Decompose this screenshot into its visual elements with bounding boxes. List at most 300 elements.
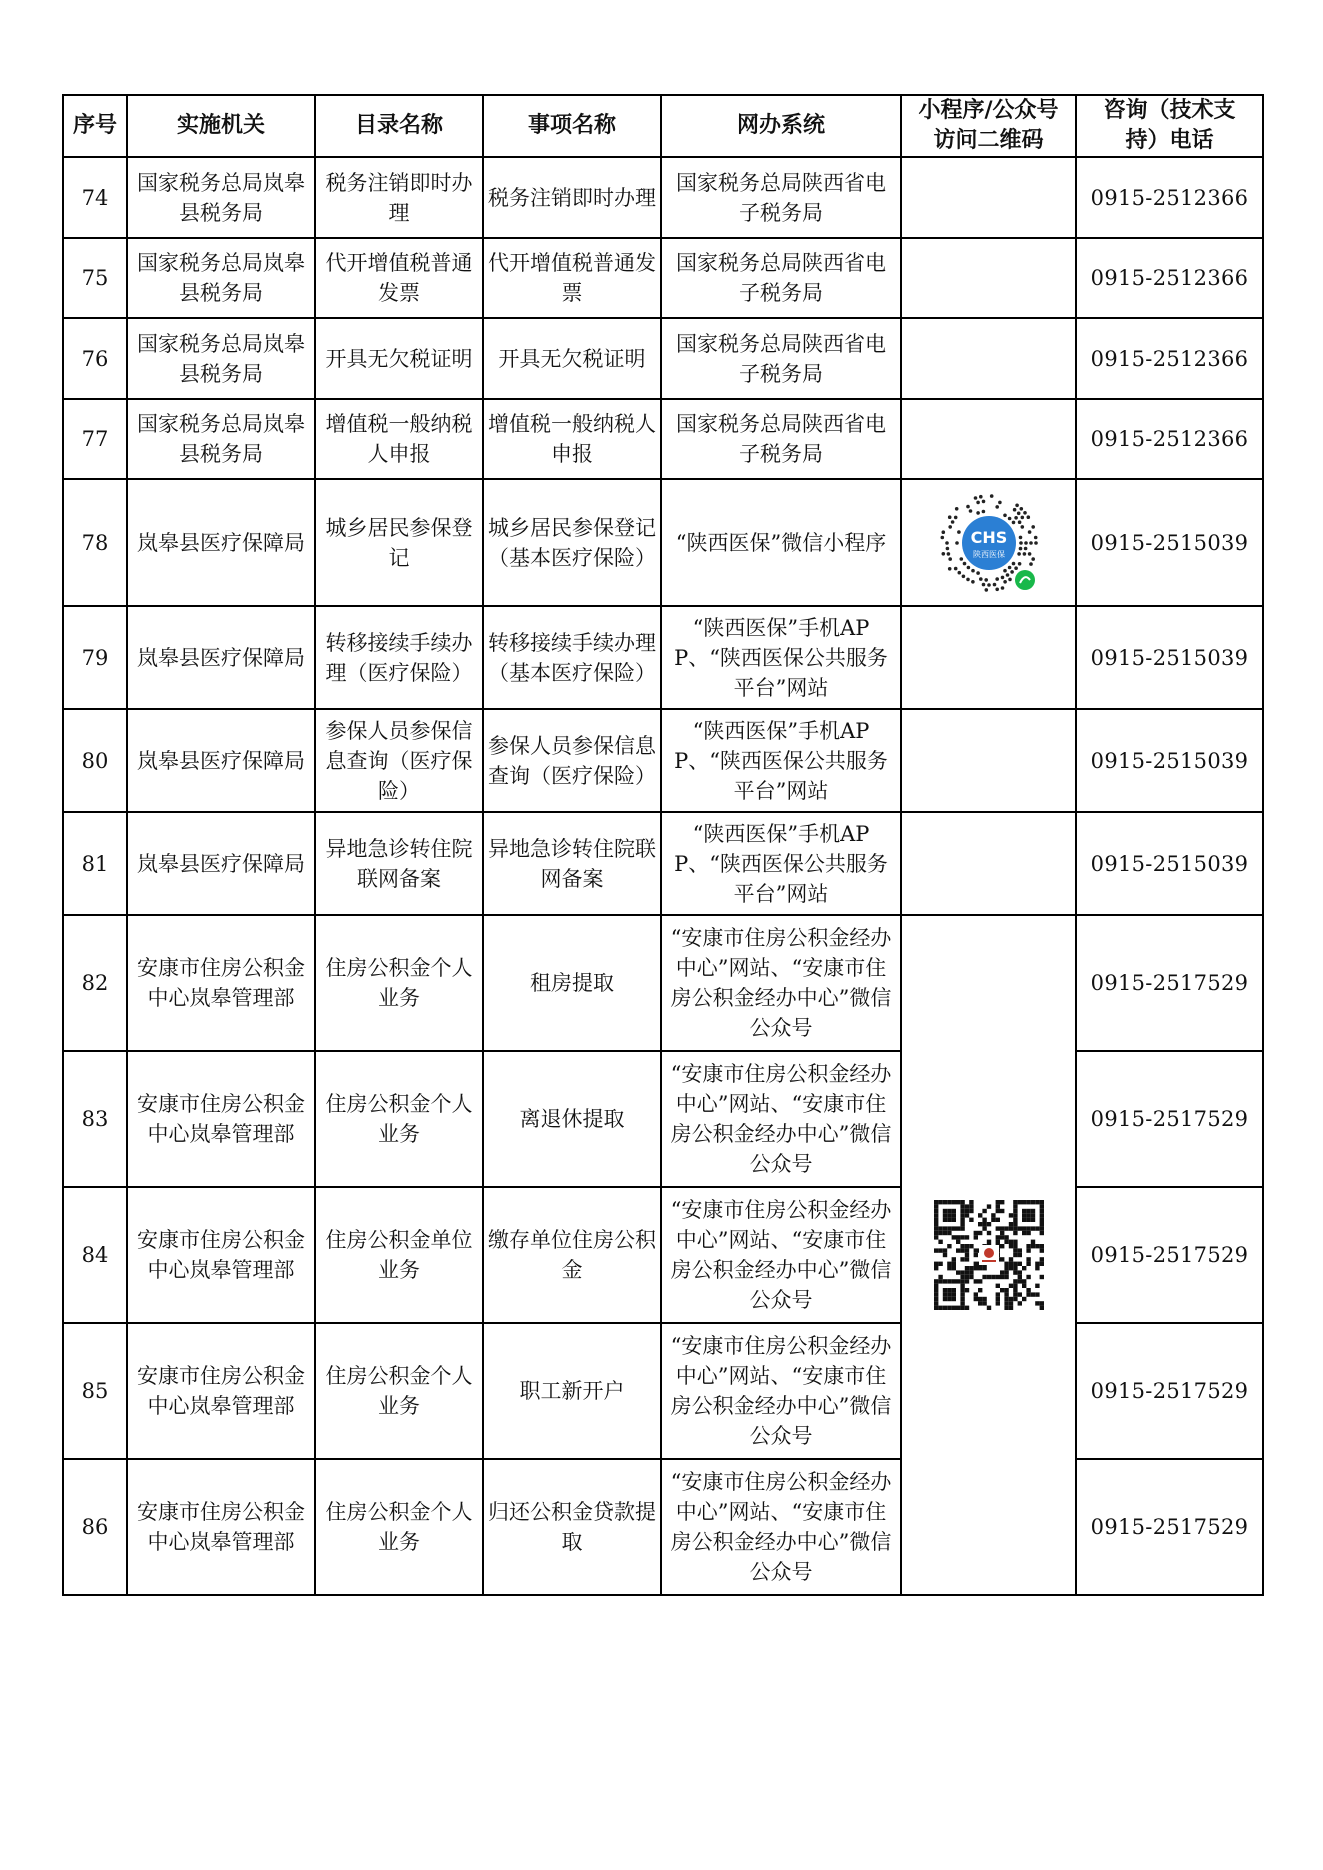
qr-module (973, 1235, 977, 1239)
qr-module (1008, 1306, 1012, 1310)
qr-module (942, 1218, 946, 1222)
mp-code-dot (1008, 577, 1012, 581)
cell-qr-empty (901, 318, 1076, 399)
table-row (63, 812, 1263, 915)
qr-module (934, 1231, 938, 1235)
qr-module (1000, 1288, 1004, 1292)
qr-module (995, 1209, 999, 1213)
qr-module (1000, 1231, 1004, 1235)
qr-module (1039, 1248, 1043, 1252)
qr-module (982, 1226, 986, 1230)
cell-seq: 81 (63, 812, 127, 915)
qr-module (1004, 1262, 1008, 1266)
qr-module (1022, 1209, 1026, 1213)
mp-code-dot (1029, 562, 1033, 566)
qr-module (1035, 1284, 1039, 1288)
qr-module (1008, 1262, 1012, 1266)
cell-catalog: 代开增值税普通发票 (315, 238, 483, 318)
qr-module (1026, 1244, 1030, 1248)
header-system: 网办系统 (661, 95, 901, 157)
qr-module (995, 1275, 999, 1279)
qr-module (986, 1240, 990, 1244)
cell-catalog: 异地急诊转住院联网备案 (315, 812, 483, 915)
qr-module (964, 1279, 968, 1283)
mp-code-dot (961, 574, 965, 578)
qr-module (942, 1279, 946, 1283)
mp-code-dot (966, 504, 970, 508)
qr-module (1004, 1288, 1008, 1292)
qr-module (1017, 1226, 1021, 1230)
cell-qr-empty (901, 157, 1076, 238)
mp-code-dot (1031, 525, 1035, 529)
cell-agency: 安康市住房公积金中心岚皋管理部 (127, 1459, 315, 1595)
table-row (63, 479, 1263, 606)
cell-item: 增值税一般纳税人申报 (483, 399, 661, 479)
mp-code-dot (1026, 515, 1030, 519)
qr-module (1030, 1213, 1034, 1217)
qr-module (969, 1266, 973, 1270)
qr-module (1013, 1270, 1017, 1274)
qr-module (1030, 1240, 1034, 1244)
qr-module (934, 1209, 938, 1213)
mp-code-dot (941, 530, 945, 534)
qr-module (951, 1235, 955, 1239)
qr-module (1013, 1248, 1017, 1252)
mp-code-dot (989, 494, 993, 498)
qr-module (947, 1226, 951, 1230)
mp-code-dot (979, 494, 983, 498)
cell-agency: 国家税务总局岚皋县税务局 (127, 318, 315, 399)
mp-code-dot (947, 567, 951, 571)
qr-module (1008, 1266, 1012, 1270)
qr-module (986, 1306, 990, 1310)
qr-module (1013, 1297, 1017, 1301)
qr-module (947, 1288, 951, 1292)
qr-module (978, 1213, 982, 1217)
header-agency: 实施机关 (127, 95, 315, 157)
cell-item: 税务注销即时办理 (483, 157, 661, 238)
mp-code-dot (984, 578, 988, 582)
mp-code-dot (1027, 552, 1031, 556)
cell-item: 缴存单位住房公积金 (483, 1187, 661, 1323)
qr-module (1035, 1200, 1039, 1204)
qr-module (1030, 1244, 1034, 1248)
qr-module (947, 1231, 951, 1235)
qr-module (1013, 1213, 1017, 1217)
cell-catalog: 参保人员参保信息查询（医疗保险） (315, 709, 483, 812)
qr-module (934, 1297, 938, 1301)
cell-phone: 0915-2515039 (1076, 812, 1263, 915)
cell-catalog: 住房公积金个人业务 (315, 1323, 483, 1459)
qr-module (1017, 1301, 1021, 1305)
mp-code-dot (941, 552, 945, 556)
mp-code-dot (1018, 546, 1022, 550)
qr-module (1035, 1266, 1039, 1270)
qr-module (973, 1262, 977, 1266)
qr-module (960, 1209, 964, 1213)
mp-code-dot (992, 582, 996, 586)
mp-code-dot (1012, 507, 1016, 511)
qr-module (951, 1292, 955, 1296)
mp-code-dot (1020, 515, 1024, 519)
mp-code-dot (1024, 541, 1028, 545)
qr-module (1035, 1226, 1039, 1230)
qr-module (934, 1306, 938, 1310)
mp-code-dot (1000, 586, 1004, 590)
cell-seq: 76 (63, 318, 127, 399)
mp-code-dot (1007, 565, 1011, 569)
qr-module (995, 1200, 999, 1204)
qr-module (1000, 1200, 1004, 1204)
qr-module (960, 1200, 964, 1204)
mp-code-dot (979, 577, 983, 581)
qr-module (1039, 1301, 1043, 1305)
qr-module (947, 1266, 951, 1270)
qr-module (942, 1306, 946, 1310)
qr-module (964, 1248, 968, 1252)
cell-catalog: 住房公积金个人业务 (315, 915, 483, 1051)
cell-system: 国家税务总局陕西省电子税务局 (661, 399, 901, 479)
qr-module (1013, 1240, 1017, 1244)
cell-agency: 岚皋县医疗保障局 (127, 709, 315, 812)
qr-module (964, 1288, 968, 1292)
qr-module (1022, 1266, 1026, 1270)
table-row (63, 1051, 1263, 1187)
qr-module (1039, 1204, 1043, 1208)
cell-item: 职工新开户 (483, 1323, 661, 1459)
qr-module (991, 1218, 995, 1222)
qr-module (964, 1235, 968, 1239)
qr-module (1022, 1213, 1026, 1217)
cell-system: 国家税务总局陕西省电子税务局 (661, 157, 901, 238)
mp-code-dot (981, 499, 985, 503)
qr-module (973, 1248, 977, 1252)
mp-code-dot (953, 515, 957, 519)
qr-module (1013, 1253, 1017, 1257)
qr-module (934, 1288, 938, 1292)
qr-module (1039, 1213, 1043, 1217)
qr-module (978, 1301, 982, 1305)
qr-module (942, 1226, 946, 1230)
qr-module (1008, 1240, 1012, 1244)
cell-system: 国家税务总局陕西省电子税务局 (661, 318, 901, 399)
qr-module (1008, 1244, 1012, 1248)
qr-module (1026, 1292, 1030, 1296)
cell-seq: 75 (63, 238, 127, 318)
cell-phone: 0915-2517529 (1076, 1187, 1263, 1323)
qr-module (1004, 1297, 1008, 1301)
mp-code-dot (971, 580, 975, 584)
cell-item: 代开增值税普通发票 (483, 238, 661, 318)
table-row (63, 318, 1263, 399)
qr-module (995, 1226, 999, 1230)
cell-system: “安康市住房公积金经办中心”网站、“安康市住房公积金经办中心”微信公众号 (661, 1323, 901, 1459)
mp-code-dot (968, 509, 972, 513)
mp-code-dot (981, 509, 985, 513)
qr-module (1004, 1292, 1008, 1296)
qr-module (951, 1266, 955, 1270)
qr-module (938, 1275, 942, 1279)
qr-module (964, 1213, 968, 1217)
mp-code-dot (1005, 573, 1009, 577)
cell-item: 转移接续手续办理（基本医疗保险） (483, 606, 661, 709)
qr-module (934, 1213, 938, 1217)
qr-module (1004, 1266, 1008, 1270)
qr-module (1013, 1266, 1017, 1270)
qr-module (934, 1266, 938, 1270)
qr-module (1013, 1288, 1017, 1292)
qr-module (1013, 1222, 1017, 1226)
cell-qr-empty (901, 606, 1076, 709)
mp-code-dot (959, 557, 963, 561)
cell-qr-housing (901, 915, 1076, 1595)
qr-module (1026, 1288, 1030, 1292)
qr-module (1017, 1248, 1021, 1252)
qr-module (947, 1306, 951, 1310)
qr-module (1008, 1257, 1012, 1261)
qr-module (1000, 1235, 1004, 1239)
qr-module (951, 1200, 955, 1204)
qr-module (1017, 1270, 1021, 1274)
qr-module (938, 1200, 942, 1204)
cell-phone: 0915-2517529 (1076, 1459, 1263, 1595)
qr-module (964, 1244, 968, 1248)
cell-phone: 0915-2515039 (1076, 606, 1263, 709)
cell-seq: 83 (63, 1051, 127, 1187)
mp-code-dot (1031, 557, 1035, 561)
qr-module (956, 1279, 960, 1283)
qr-module (969, 1200, 973, 1204)
qr-module (956, 1200, 960, 1204)
qr-module (960, 1292, 964, 1296)
qr-module (1026, 1262, 1030, 1266)
cell-catalog: 税务注销即时办理 (315, 157, 483, 238)
qr-module (1022, 1279, 1026, 1283)
cell-agency: 安康市住房公积金中心岚皋管理部 (127, 1051, 315, 1187)
qr-module (1030, 1218, 1034, 1222)
qr-module (1022, 1200, 1026, 1204)
qr-module (938, 1240, 942, 1244)
qr-module (951, 1218, 955, 1222)
cell-system: 国家税务总局陕西省电子税务局 (661, 238, 901, 318)
cell-catalog: 增值税一般纳税人申报 (315, 399, 483, 479)
mp-code-dot (976, 500, 980, 504)
qr-module (934, 1204, 938, 1208)
qr-module (1013, 1284, 1017, 1288)
qr-module (947, 1209, 951, 1213)
qr-module (982, 1297, 986, 1301)
qr-module (986, 1231, 990, 1235)
cell-phone: 0915-2517529 (1076, 915, 1263, 1051)
qr-module (947, 1218, 951, 1222)
qr-module (995, 1284, 999, 1288)
table-row (63, 1187, 1263, 1323)
qr-module (978, 1266, 982, 1270)
table-row (63, 157, 1263, 238)
qr-module (1017, 1279, 1021, 1283)
qr-module (1004, 1226, 1008, 1230)
cell-system: “安康市住房公积金经办中心”网站、“安康市住房公积金经办中心”微信公众号 (661, 1187, 901, 1323)
header-row (63, 95, 1263, 157)
qr-module (1022, 1218, 1026, 1222)
qr-module (973, 1253, 977, 1257)
qr-module (1035, 1262, 1039, 1266)
qr-code-icon[interactable] (927, 1197, 1051, 1313)
mp-code-dot (1010, 570, 1014, 574)
qr-module (995, 1301, 999, 1305)
qr-module (982, 1266, 986, 1270)
mp-code-dot (1020, 525, 1024, 529)
mp-code-dot (966, 577, 970, 581)
header-qr-line2: 访问二维码 (933, 128, 1044, 153)
cell-catalog: 住房公积金个人业务 (315, 1051, 483, 1187)
qr-module (1039, 1244, 1043, 1248)
cell-system: “陕西医保”手机APP、“陕西医保公共服务平台”网站 (661, 812, 901, 915)
qr-module (1004, 1235, 1008, 1239)
mp-code-dot (945, 541, 949, 545)
qr-module (951, 1209, 955, 1213)
cell-system: “安康市住房公积金经办中心”网站、“安康市住房公积金经办中心”微信公众号 (661, 915, 901, 1051)
cell-phone: 0915-2515039 (1076, 709, 1263, 812)
mp-code-dot (1017, 562, 1021, 566)
cell-system: “陕西医保”微信小程序 (661, 479, 901, 606)
qr-module (1026, 1226, 1030, 1230)
qr-module (973, 1279, 977, 1283)
qr-module (956, 1306, 960, 1310)
qr-module (951, 1257, 955, 1261)
qr-module (960, 1284, 964, 1288)
qr-module (964, 1266, 968, 1270)
mp-code-dot (955, 541, 959, 545)
qr-module (951, 1226, 955, 1230)
qr-module (1030, 1226, 1034, 1230)
qr-module (1013, 1244, 1017, 1248)
chs-logo-text: CHS (970, 527, 1007, 547)
cell-seq: 79 (63, 606, 127, 709)
cell-qr-empty (901, 399, 1076, 479)
table-row (63, 399, 1263, 479)
qr-module (1000, 1226, 1004, 1230)
table-row (63, 709, 1263, 812)
qr-module (1000, 1275, 1004, 1279)
qr-module (1026, 1213, 1030, 1217)
mp-code-dot (995, 577, 999, 581)
qr-module (978, 1231, 982, 1235)
mp-code-dot (1000, 575, 1004, 579)
mp-code-dot (1016, 511, 1020, 515)
cell-system: “安康市住房公积金经办中心”网站、“安康市住房公积金经办中心”微信公众号 (661, 1051, 901, 1187)
qr-module (942, 1200, 946, 1204)
qr-module (1035, 1301, 1039, 1305)
qr-module (978, 1288, 982, 1292)
mp-code-dot (987, 583, 991, 587)
mp-code-dot (1017, 520, 1021, 524)
cell-qr-medical (901, 479, 1076, 606)
qr-module (986, 1222, 990, 1226)
qr-module (938, 1248, 942, 1252)
cell-seq: 78 (63, 479, 127, 606)
qr-module (942, 1288, 946, 1292)
cell-phone: 0915-2515039 (1076, 479, 1263, 606)
qr-module (960, 1244, 964, 1248)
qr-module (951, 1262, 955, 1266)
qr-module (1022, 1226, 1026, 1230)
cell-qr-empty (901, 709, 1076, 812)
cell-item: 离退休提取 (483, 1051, 661, 1187)
qr-module (1017, 1262, 1021, 1266)
mp-code-dot (1018, 535, 1022, 539)
mp-code-dot (1029, 541, 1033, 545)
cell-agency: 岚皋县医疗保障局 (127, 812, 315, 915)
qr-module (1035, 1244, 1039, 1248)
mp-code-dot (957, 530, 961, 534)
qr-module (951, 1288, 955, 1292)
mp-code-dot (1014, 516, 1018, 520)
qr-module (1026, 1257, 1030, 1261)
qr-module (960, 1226, 964, 1230)
qr-module (1013, 1262, 1017, 1266)
cell-agency: 岚皋县医疗保障局 (127, 479, 315, 606)
qr-module (995, 1240, 999, 1244)
mp-code-dot (1011, 520, 1015, 524)
qr-module (964, 1204, 968, 1208)
qr-module (1004, 1301, 1008, 1305)
qr-module (991, 1275, 995, 1279)
qr-module (1013, 1226, 1017, 1230)
wechat-mini-program-icon[interactable] (927, 488, 1051, 598)
qr-module (960, 1270, 964, 1274)
cell-phone: 0915-2517529 (1076, 1051, 1263, 1187)
cell-item: 异地急诊转住院联网备案 (483, 812, 661, 915)
qr-module (1022, 1284, 1026, 1288)
mp-code-dot (981, 582, 985, 586)
mp-code-dot (947, 515, 951, 519)
qr-module (1004, 1240, 1008, 1244)
mp-code-dot (1019, 507, 1023, 511)
qr-module (1013, 1279, 1017, 1283)
cell-agency: 岚皋县医疗保障局 (127, 606, 315, 709)
cell-catalog: 住房公积金单位业务 (315, 1187, 483, 1323)
qr-module (960, 1306, 964, 1310)
qr-module (1008, 1284, 1012, 1288)
qr-module (951, 1306, 955, 1310)
qr-module (960, 1204, 964, 1208)
mp-code-dot (950, 520, 954, 524)
cell-agency: 国家税务总局岚皋县税务局 (127, 399, 315, 479)
qr-module (969, 1209, 973, 1213)
cell-item: 城乡居民参保登记（基本医疗保险） (483, 479, 661, 606)
qr-module (1008, 1226, 1012, 1230)
qr-module (934, 1301, 938, 1305)
qr-module (1013, 1218, 1017, 1222)
qr-module (1017, 1200, 1021, 1204)
qr-module (1039, 1275, 1043, 1279)
header-phone (1076, 95, 1263, 157)
header-item: 事项名称 (483, 95, 661, 157)
qr-module (1004, 1306, 1008, 1310)
cell-seq: 84 (63, 1187, 127, 1323)
cell-item: 参保人员参保信息查询（医疗保险） (483, 709, 661, 812)
qr-module (1039, 1200, 1043, 1204)
qr-module (960, 1297, 964, 1301)
qr-module (1026, 1200, 1030, 1204)
qr-module (947, 1262, 951, 1266)
qr-module (960, 1279, 964, 1283)
qr-module (969, 1218, 973, 1222)
table-row (63, 915, 1263, 1051)
table-row (63, 1323, 1263, 1459)
cell-catalog: 转移接续手续办理（医疗保险） (315, 606, 483, 709)
